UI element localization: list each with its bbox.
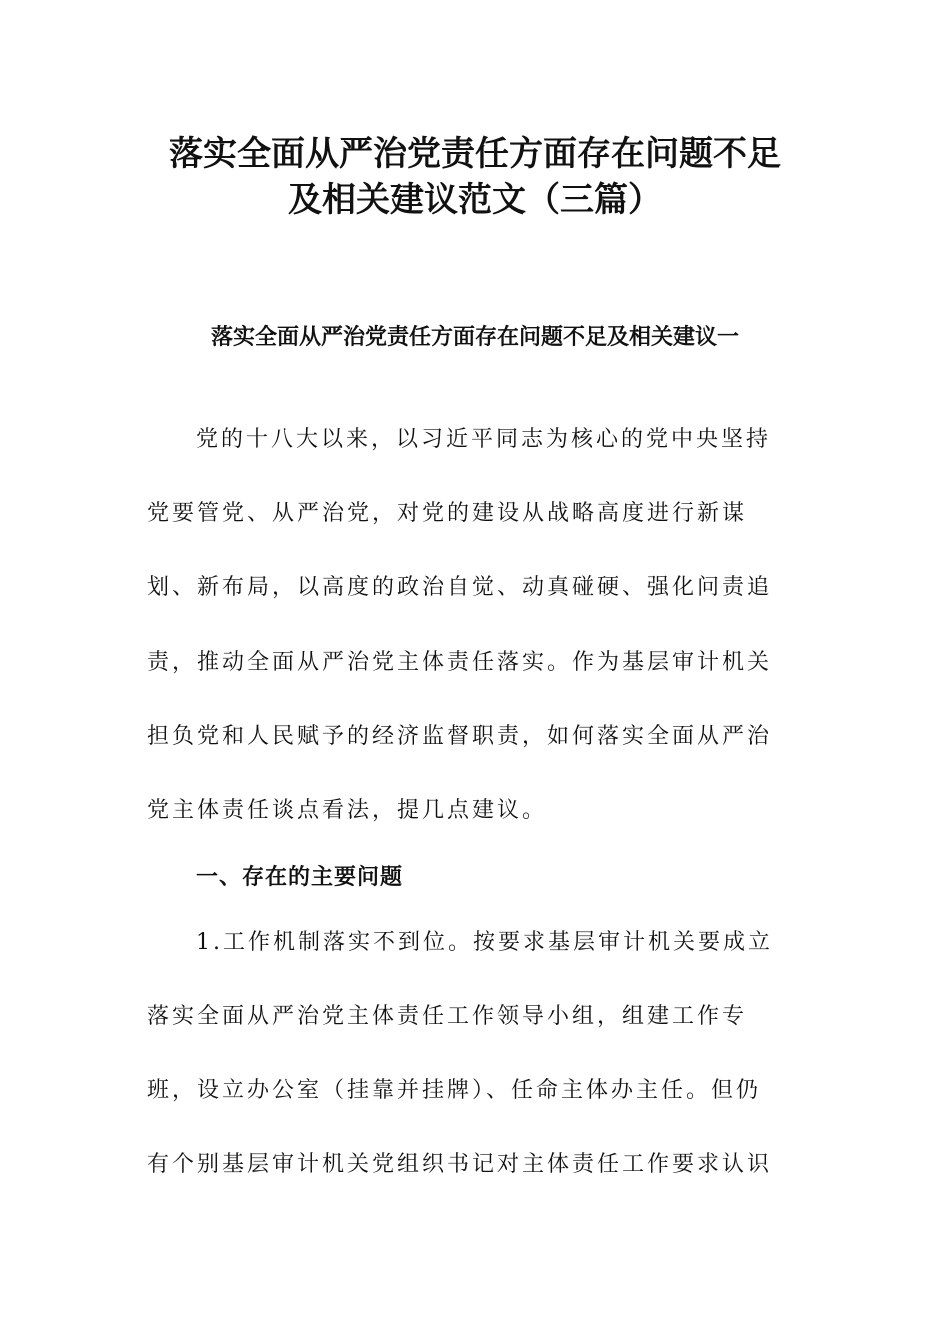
paragraph-line: 党的十八大以来，以习近平同志为核心的党中央坚持	[196, 427, 772, 452]
document-title-line-1: 落实全面从严治党责任方面存在问题不足	[169, 134, 781, 174]
section-subtitle: 落实全面从严治党责任方面存在问题不足及相关建议一	[210, 325, 739, 350]
paragraph-line: 1.工作机制落实不到位。按要求基层审计机关要成立	[196, 930, 773, 955]
paragraph-line: 担负党和人民赋予的经济监督职责，如何落实全面从严治	[147, 724, 773, 749]
paragraph-line: 责，推动全面从严治党主体责任落实。作为基层审计机关	[147, 650, 773, 675]
paragraph-line: 党要管党、从严治党，对党的建设从战略高度进行新谋	[147, 501, 748, 526]
paragraph-line: 党主体责任谈点看法，提几点建议。	[147, 798, 548, 823]
section-heading: 一、存在的主要问题	[196, 865, 404, 890]
paragraph-line: 划、新布局，以高度的政治自觉、动真碰硬、强化问责追	[147, 575, 773, 600]
paragraph-line: 有个别基层审计机关党组织书记对主体责任工作要求认识	[147, 1152, 773, 1177]
document-title-line-2: 及相关建议范文（三篇）	[288, 180, 662, 220]
paragraph-line: 班，设立办公室（挂靠并挂牌）、任命主体办主任。但仍	[147, 1078, 762, 1103]
paragraph-line: 落实全面从严治党主体责任工作领导小组，组建工作专	[147, 1004, 748, 1029]
